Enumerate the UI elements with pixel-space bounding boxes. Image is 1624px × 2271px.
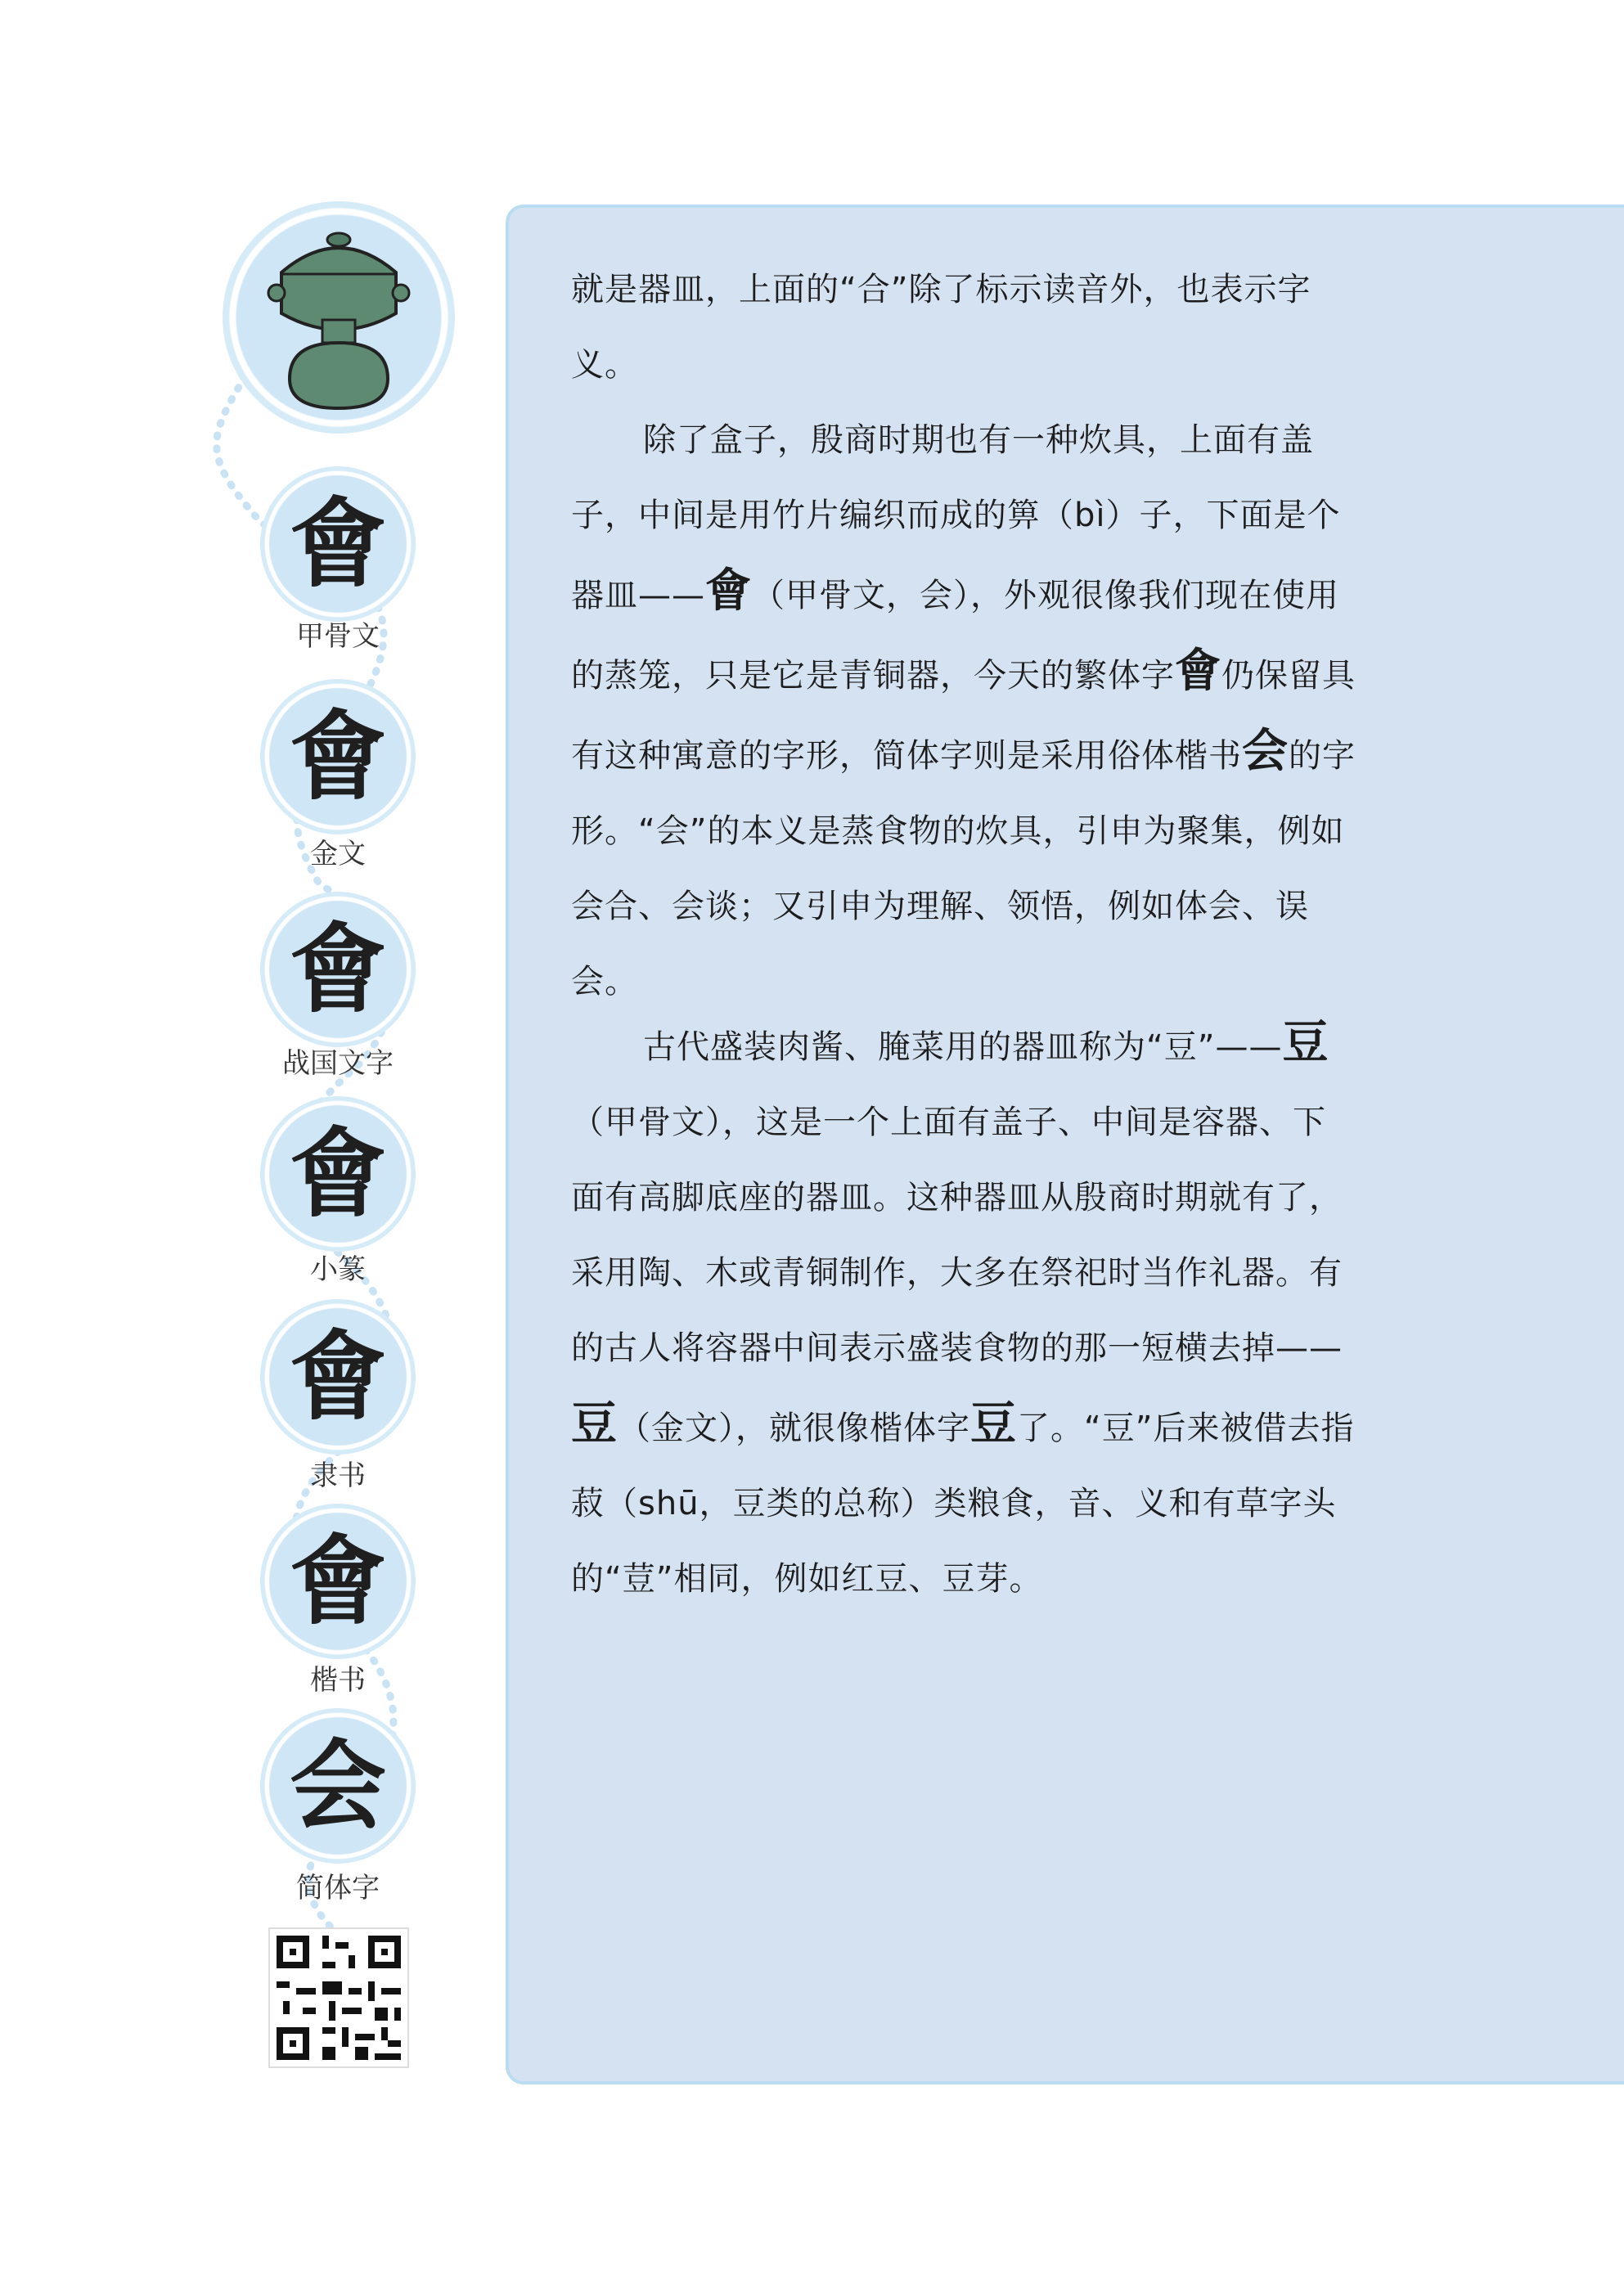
paragraph-3 — [571, 1005, 1356, 1617]
glyph-warring-states: 會 — [289, 912, 386, 1026]
script-badge-warring-states — [260, 892, 416, 1047]
inline-glyph-traditional-hui: 會 — [1175, 644, 1221, 698]
label-bronze: 金文 — [310, 838, 366, 870]
glyph-oracle: 會 — [289, 487, 386, 600]
paragraph-2-text-d: 的字形。“会”的本义是蒸食物的炊具，引申为聚集，例如会合、会谈；又引申为理解、领悟，例如体会、误会。 — [571, 737, 1356, 1001]
script-badge-small-seal — [260, 1096, 416, 1252]
label-warring-states: 战国文字 — [282, 1047, 394, 1080]
label-simplified: 简体字 — [296, 1872, 380, 1904]
glyph-clerical: 會 — [289, 1320, 386, 1433]
script-badge-oracle — [260, 466, 416, 622]
inline-glyph-regular-dou: 豆 — [970, 1396, 1017, 1450]
script-badge-clerical — [260, 1299, 416, 1455]
paragraph-3-text-d: 了。“豆”后来被借去指菽（shū，豆类的总称）类粮食，音、义和有草字头的“荳”相同，例如红豆、豆芽。 — [571, 1410, 1355, 1598]
paragraph-3-text-a: 古代盛装肉酱、腌菜用的器皿称为“豆”—— — [643, 1028, 1283, 1066]
label-clerical: 隶书 — [310, 1459, 366, 1492]
paragraph-2-text-b: （甲骨文，会），外观很像我们现在使用的蒸笼，只是它是青铜器，今天的繁体字 — [571, 577, 1339, 695]
bronze-vessel-badge — [223, 201, 455, 434]
glyph-simplified: 会 — [289, 1729, 386, 1842]
glyph-small-seal: 會 — [289, 1117, 386, 1230]
qr-code-icon — [270, 1929, 407, 2066]
inline-glyph-bronze-dou: 豆 — [571, 1396, 618, 1450]
paragraph-2 — [571, 402, 1356, 1019]
script-badge-bronze — [260, 679, 416, 834]
label-oracle: 甲骨文 — [296, 620, 380, 653]
script-badge-simplified — [260, 1708, 416, 1864]
inline-glyph-simplified-hui: 会 — [1242, 724, 1289, 778]
paragraph-3-text-c: （金文），就很像楷体字 — [618, 1410, 970, 1447]
script-evolution-column — [0, 0, 507, 2271]
paragraph-1: 就是器皿，上面的“合”除了标示读音外，也表示字义。 — [571, 271, 1311, 384]
qr-code[interactable] — [268, 1927, 409, 2068]
inline-glyph-oracle-dou: 豆 — [1282, 1015, 1329, 1069]
script-badge-regular — [260, 1504, 416, 1659]
label-small-seal: 小篆 — [310, 1253, 366, 1286]
bronze-steamer-icon — [265, 223, 412, 411]
label-regular: 楷书 — [310, 1664, 366, 1697]
paragraph-2-text-a: 除了盒子，殷商时期也有一种炊具，上面有盖子，中间是用竹片编织而成的箅（bì）子，下面是个器皿—— — [571, 421, 1341, 614]
glyph-bronze: 會 — [289, 699, 386, 813]
paragraph-3-text-b: （甲骨文），这是一个上面有盖子、中间是容器、下面有高脚底座的器皿。这种器皿从殷商时期就有了，采用陶、木或青铜制作，大多在祭祀时当作礼器。有的古人将容器中间表示盛装食物的那一短横去掉—— — [571, 1104, 1343, 1367]
glyph-regular: 會 — [289, 1524, 386, 1638]
inline-glyph-oracle-hui: 會 — [705, 564, 752, 618]
paragraph-2-text-c: 仍保留具有这种寓意的字形，简体字则是采用俗体楷书 — [571, 657, 1356, 775]
